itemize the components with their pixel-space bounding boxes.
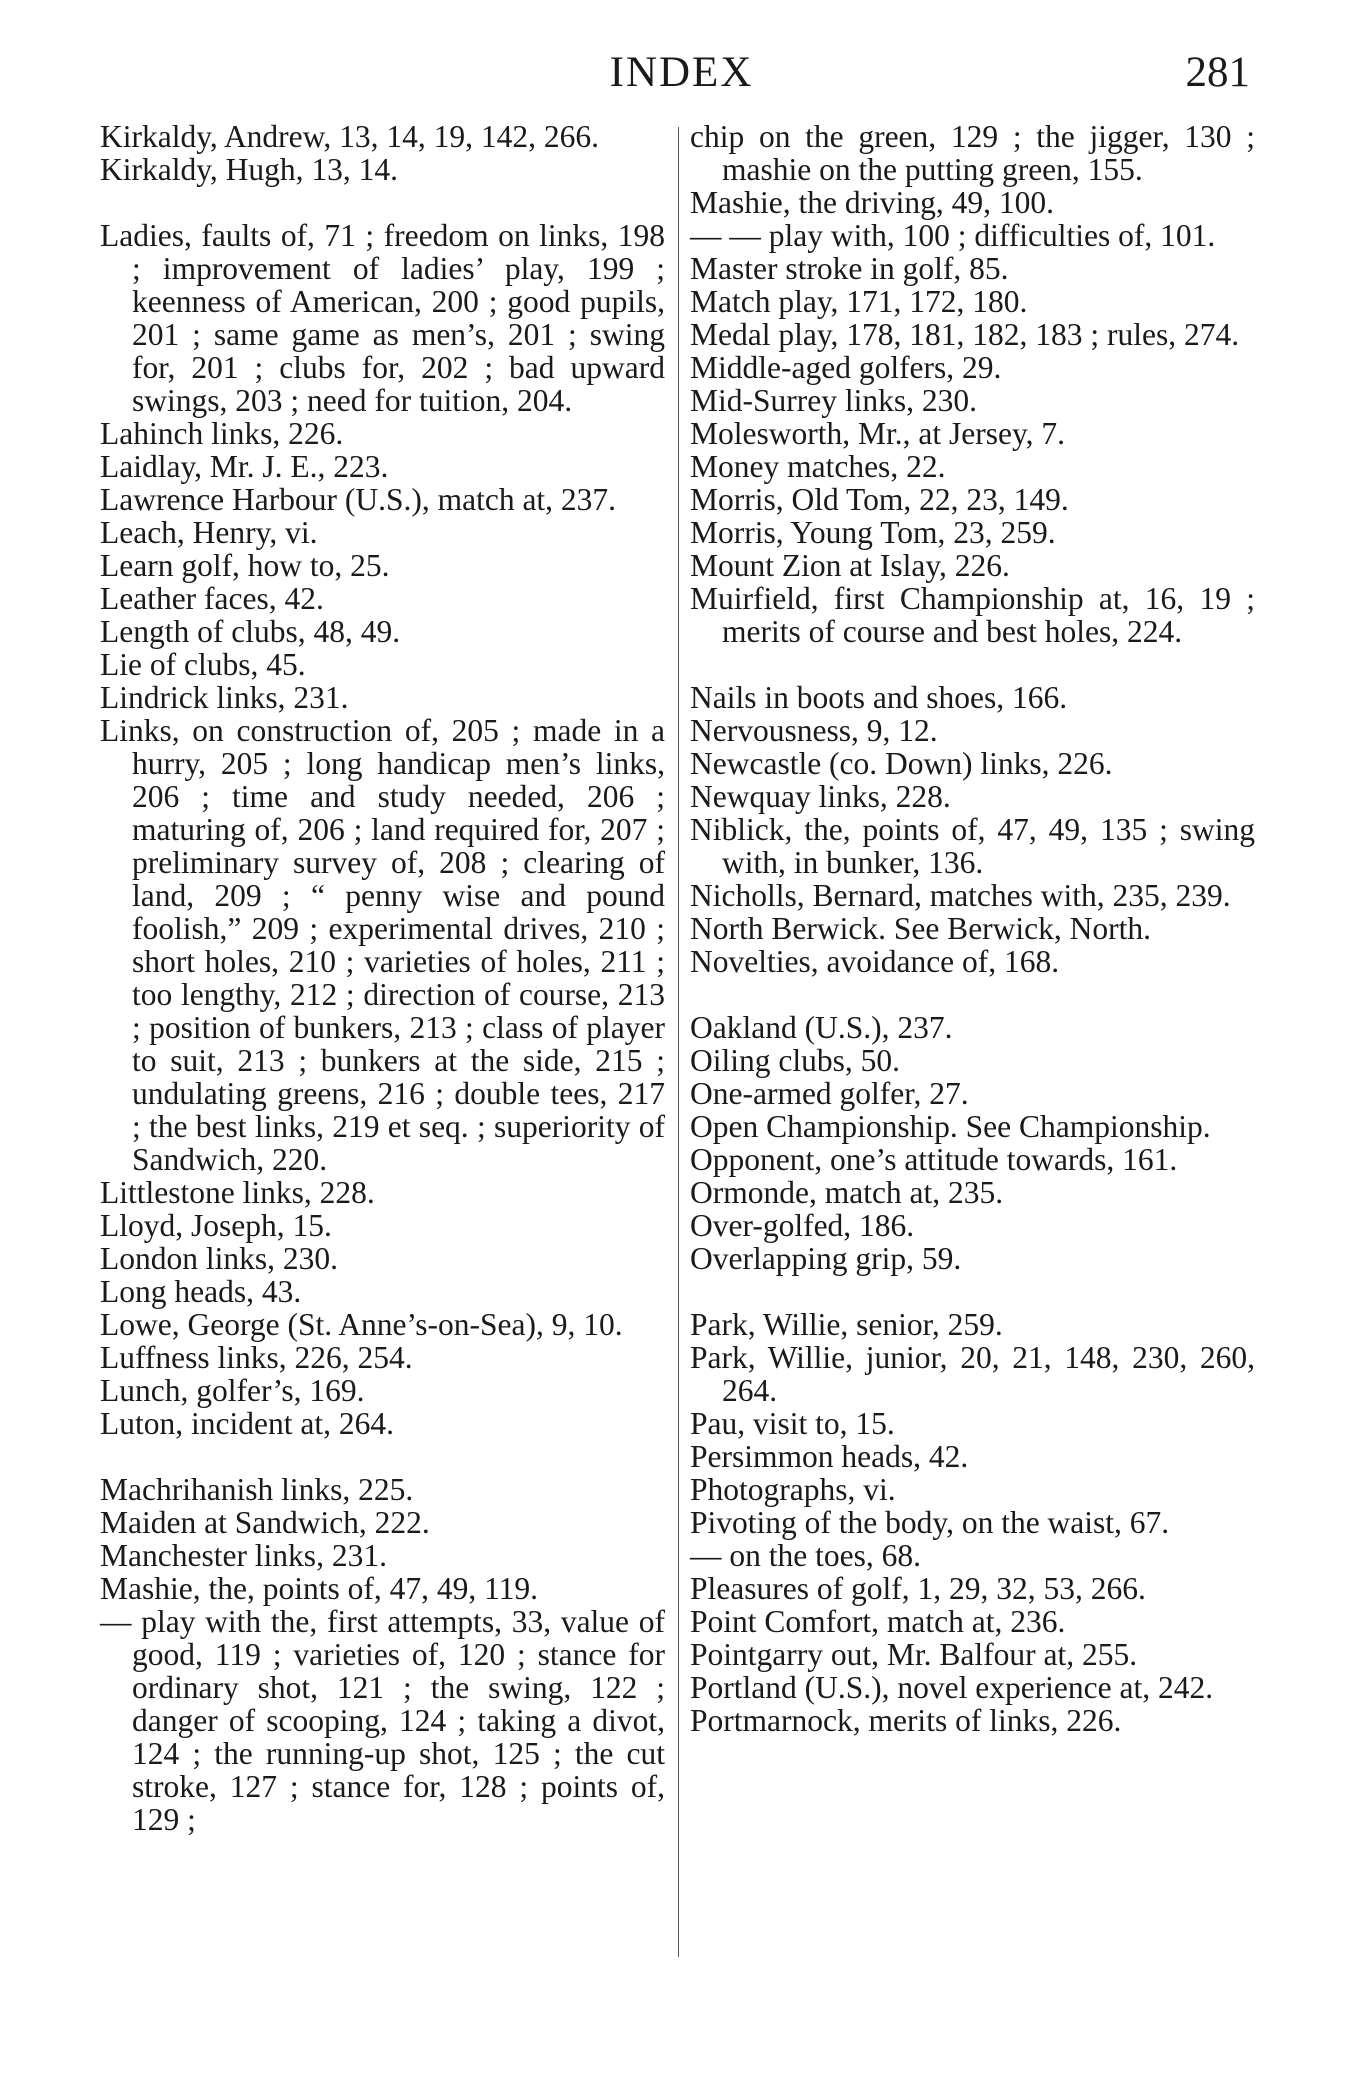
- index-entry: Littlestone links, 228.: [100, 1175, 375, 1210]
- index-entry: Ormonde, match at, 235.: [690, 1175, 1004, 1210]
- index-entry: North Berwick. See Berwick, North.: [690, 911, 1152, 946]
- index-entry: Novelties, avoidance of, 168.: [690, 944, 1060, 979]
- index-entry: Molesworth, Mr., at Jersey, 7.: [690, 416, 1066, 451]
- index-entry: Match play, 171, 172, 180.: [690, 284, 1028, 319]
- index-entry: Newcastle (co. Down) links, 226.: [690, 746, 1113, 781]
- index-entry: Niblick, the, points of, 47, 49, 135 ; swing with, in bunker, 136.: [690, 812, 1255, 880]
- column-divider: [678, 127, 679, 1957]
- index-entry: Maiden at Sandwich, 222.: [100, 1505, 430, 1540]
- index-entry: Point Comfort, match at, 236.: [690, 1604, 1066, 1639]
- index-entry: chip on the green, 129 ; the jigger, 130 ; mashie on the putting green, 155.: [690, 119, 1255, 187]
- index-entry: Morris, Young Tom, 23, 259.: [690, 515, 1056, 550]
- index-entry: Lowe, George (St. Anne’s-on-Sea), 9, 10.: [100, 1307, 623, 1342]
- index-entry: Morris, Old Tom, 22, 23, 149.: [690, 482, 1069, 517]
- index-entry: Lahinch links, 226.: [100, 416, 344, 451]
- index-entry: One-armed golfer, 27.: [690, 1076, 969, 1111]
- index-entry: Learn golf, how to, 25.: [100, 548, 390, 583]
- index-entry: — on the toes, 68.: [690, 1538, 921, 1573]
- index-entry: Laidlay, Mr. J. E., 223.: [100, 449, 389, 484]
- index-entry: Oakland (U.S.), 237.: [690, 1010, 953, 1045]
- index-entry: Mount Zion at Islay, 226.: [690, 548, 1010, 583]
- index-entry: Nails in boots and shoes, 166.: [690, 680, 1068, 715]
- index-entry: Luffness links, 226, 254.: [100, 1340, 413, 1375]
- index-entry: Kirkaldy, Andrew, 13, 14, 19, 142, 266.: [100, 119, 599, 154]
- index-entry: Medal play, 178, 181, 182, 183 ; rules, 274.: [690, 317, 1240, 352]
- index-entry: Muirfield, first Championship at, 16, 19 ; merits of course and best holes, 224.: [690, 581, 1255, 649]
- index-entry: Pivoting of the body, on the waist, 67.: [690, 1505, 1170, 1540]
- index-entry: Luton, incident at, 264.: [100, 1406, 394, 1441]
- index-entry: Park, Willie, junior, 20, 21, 148, 230, 260, 264.: [690, 1340, 1255, 1408]
- index-entry: London links, 230.: [100, 1241, 339, 1276]
- index-entry: Nervousness, 9, 12.: [690, 713, 938, 748]
- index-entry: Nicholls, Bernard, matches with, 235, 239.: [690, 878, 1231, 913]
- page-number: 281: [1185, 49, 1250, 96]
- index-entry: Lawrence Harbour (U.S.), match at, 237.: [100, 482, 617, 517]
- page-header: [0, 48, 1363, 98]
- index-entry: Portland (U.S.), novel experience at, 242.: [690, 1670, 1214, 1705]
- index-entry: Manchester links, 231.: [100, 1538, 387, 1573]
- index-entry: Mashie, the, points of, 47, 49, 119.: [100, 1571, 539, 1606]
- index-entry: Links, on construction of, 205 ; made in a hurry, 205 ; long handicap men’s links, 206 ; time and study needed, 206 ; maturing of, 206 ; land required for, 207 ; preliminary survey of, 208 ; clearing of land, 209 ; “ penny wise and pound foolish,” 209 ; experimental drives, 210 ; short holes, 210 ; varieties of holes, 211 ; too lengthy, 212 ; direction of course, 213 ; position of bunkers, 213 ; class of player to suit, 213 ; bunkers at the side, 215 ; undulating greens, 216 ; double tees, 217 ; the best links, 219 et seq. ; superiority of Sandwich, 220.: [100, 713, 665, 1177]
- index-entry: Oiling clubs, 50.: [690, 1043, 900, 1078]
- index-entry: Length of clubs, 48, 49.: [100, 614, 401, 649]
- index-entry: Park, Willie, senior, 259.: [690, 1307, 1003, 1342]
- index-entry: Ladies, faults of, 71 ; freedom on links, 198 ; improvement of ladies’ play, 199 ; keenness of American, 200 ; good pupils, 201 ; same game as men’s, 201 ; swing for, 201 ; clubs for, 202 ; bad upward swings, 203 ; need for tuition, 204.: [100, 218, 665, 418]
- index-entry: Opponent, one’s attitude towards, 161.: [690, 1142, 1178, 1177]
- index-entry: Overlapping grip, 59.: [690, 1241, 962, 1276]
- page-title: INDEX: [609, 49, 754, 96]
- index-entry: Mid-Surrey links, 230.: [690, 383, 977, 418]
- index-entry: Machrihanish links, 225.: [100, 1472, 414, 1507]
- index-entry: Photographs, vi.: [690, 1472, 896, 1507]
- index-entry: Master stroke in golf, 85.: [690, 251, 1009, 286]
- index-entry: Pleasures of golf, 1, 29, 32, 53, 266.: [690, 1571, 1146, 1606]
- index-entry: Lunch, golfer’s, 169.: [100, 1373, 365, 1408]
- index-entry: Over-golfed, 186.: [690, 1208, 915, 1243]
- index-entry: Newquay links, 228.: [690, 779, 951, 814]
- index-entry: Long heads, 43.: [100, 1274, 302, 1309]
- index-entry: — play with the, first attempts, 33, value of good, 119 ; varieties of, 120 ; stance for ordinary shot, 121 ; the swing, 122 ; danger of scooping, 124 ; taking a divot, 124 ; the running-up shot, 125 ; the cut stroke, 127 ; stance for, 128 ; points of, 129 ;: [100, 1604, 665, 1837]
- index-entry: Mashie, the driving, 49, 100.: [690, 185, 1054, 220]
- index-column-right: [690, 120, 1255, 1737]
- index-entry: Middle-aged golfers, 29.: [690, 350, 1002, 385]
- index-entry: Leach, Henry, vi.: [100, 515, 318, 550]
- index-entry: Pau, visit to, 15.: [690, 1406, 895, 1441]
- index-entry: Lloyd, Joseph, 15.: [100, 1208, 332, 1243]
- index-entry: — — play with, 100 ; difficulties of, 101.: [690, 218, 1216, 253]
- index-entry: Open Championship. See Championship.: [690, 1109, 1211, 1144]
- index-entry: Pointgarry out, Mr. Balfour at, 255.: [690, 1637, 1138, 1672]
- index-entry: Money matches, 22.: [690, 449, 946, 484]
- index-entry: Persimmon heads, 42.: [690, 1439, 969, 1474]
- index-entry: Lie of clubs, 45.: [100, 647, 306, 682]
- index-column-left: [100, 120, 665, 1836]
- index-entry: Lindrick links, 231.: [100, 680, 349, 715]
- index-entry: Kirkaldy, Hugh, 13, 14.: [100, 152, 399, 187]
- index-entry: Leather faces, 42.: [100, 581, 324, 616]
- index-entry: Portmarnock, merits of links, 226.: [690, 1703, 1122, 1738]
